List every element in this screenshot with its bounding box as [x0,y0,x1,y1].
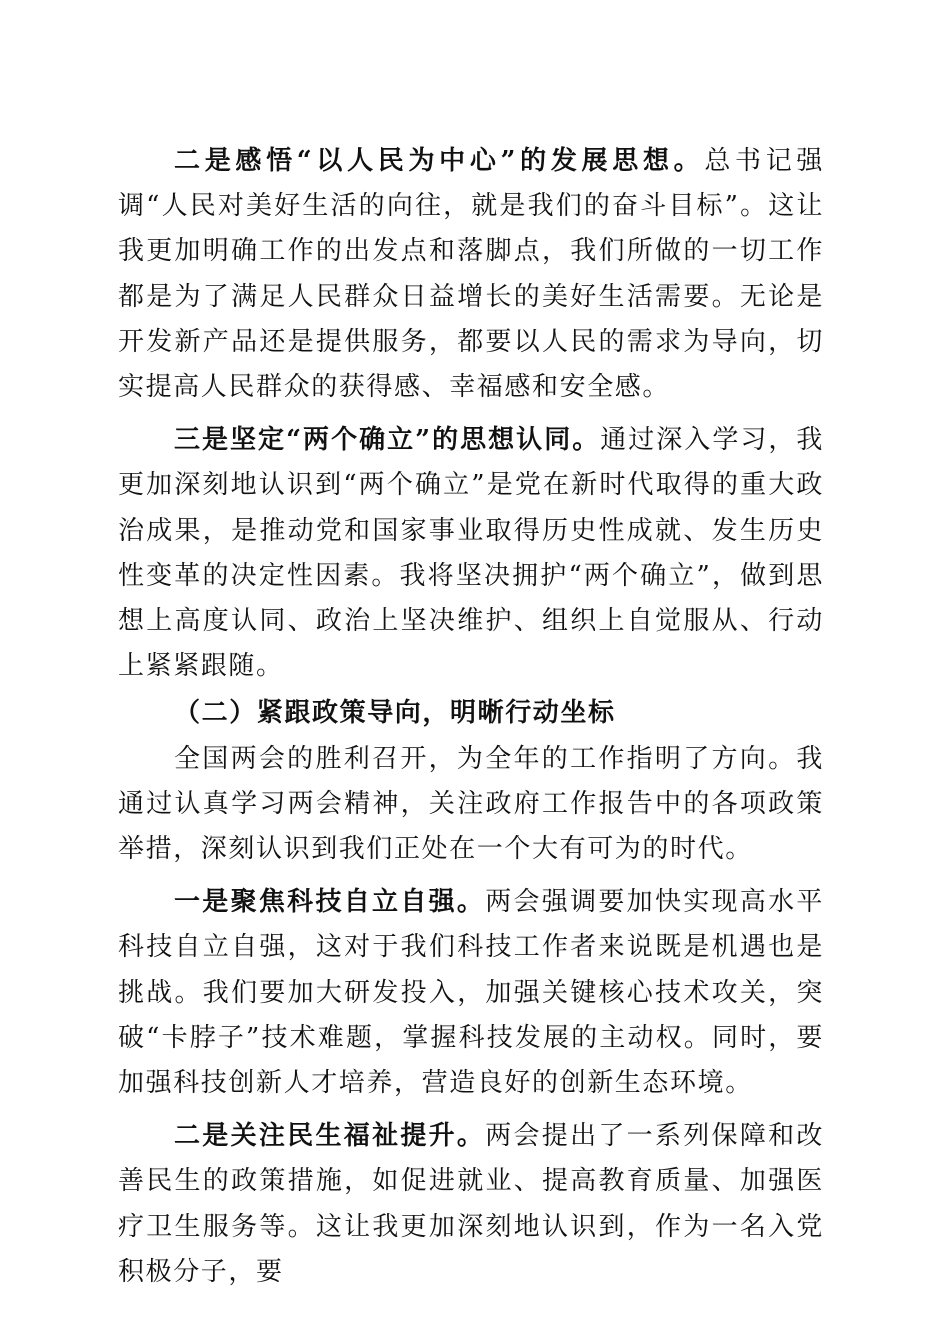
section-heading: （二）紧跟政策导向，明晰行动坐标 [174,698,616,729]
paragraph-body: 两会强调要加快实现高水平科技自立自强，这对于我们科技工作者来说既是机遇也是挑战。我们要加大研发投入，加强关键核心技术攻关，突破“卡脖子”技术难题，掌握科技发展的主动权。同时，要加强科技创新人才培养，营造良好的创新生态环境。 [118,887,824,1099]
paragraph-people-centered [118,139,824,410]
paragraph-lead: 三是坚定“两个确立”的思想认同。 [174,425,601,456]
paragraph-two-establishments [118,418,824,689]
document-page [118,139,824,1295]
paragraph-lead: 二是感悟“以人民为中心”的发展思想。 [174,146,705,176]
paragraph-livelihood [118,1114,824,1295]
paragraph-body: 两会提出了一系列保障和改善民生的政策措施，如促进就业、提高教育质量、加强医疗卫生服务等。这让我更加深刻地认识到，作为一名入党积极分子，要 [118,1121,824,1287]
paragraph-tech-self-reliance [118,880,824,1106]
paragraph-body: 通过深入学习，我更加深刻地认识到“两个确立”是党在新时代取得的重大政治成果，是推动党和国家事业取得历史性成就、发生历史性变革的决定性因素。我将坚决拥护“两个确立”，做到思想上高度认同、政治上坚决维护、组织上自觉服从、行动上紧紧跟随。 [118,425,824,682]
paragraph-lead: 一是聚焦科技自立自强。 [174,887,486,918]
paragraph-body: 总书记强调“人民对美好生活的向往，就是我们的奋斗目标”。这让我更加明确工作的出发点和落脚点，我们所做的一切工作都是为了满足人民群众日益增长的美好生活需要。无论是开发新产品还是提供服务，都要以人民的需求为导向，切实提高人民群众的获得感、幸福感和安全感。 [118,146,824,403]
paragraph-lead: 二是关注民生福祉提升。 [174,1121,486,1152]
paragraph-intro: 全国两会的胜利召开，为全年的工作指明了方向。我通过认真学习两会精神，关注政府工作报告中的各项政策举措，深刻认识到我们正处在一个大有可为的时代。 [118,743,824,865]
